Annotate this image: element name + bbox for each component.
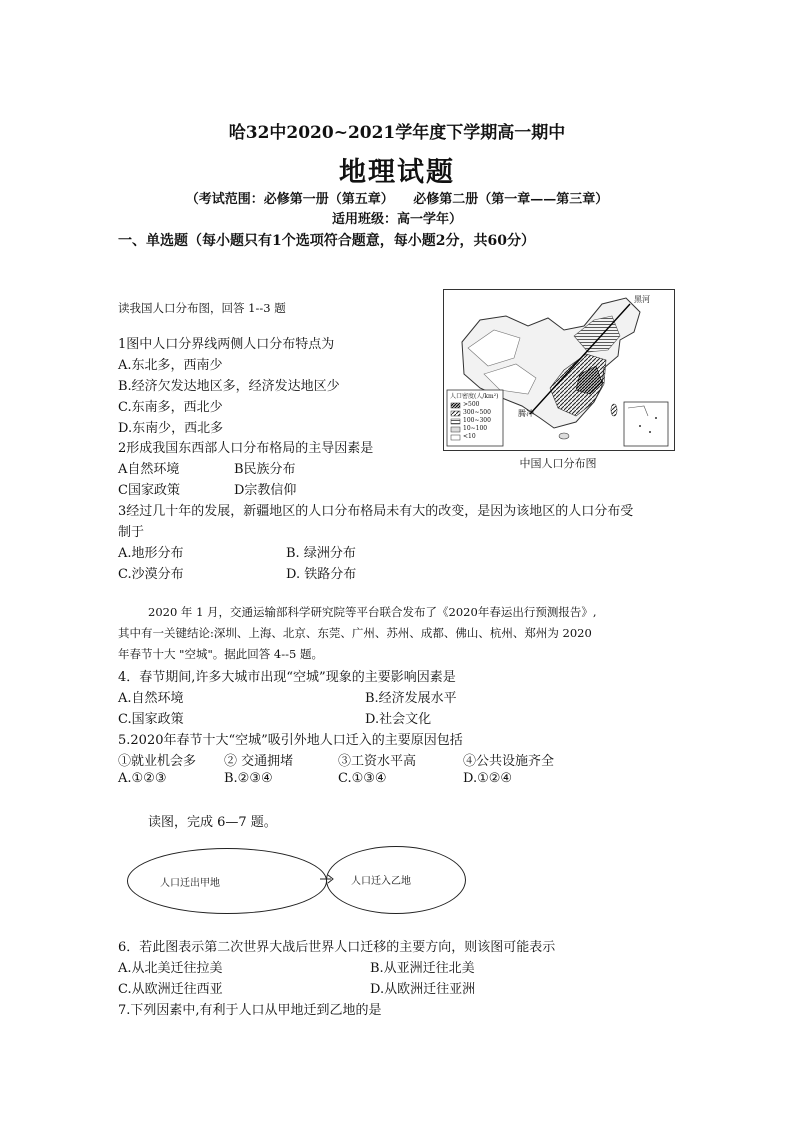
origin-label: 人口迁出甲地 — [160, 878, 220, 889]
map-legend-title: 人口密度(人/km²) — [450, 393, 499, 400]
q3-option-a: A.地形分布 — [118, 546, 184, 561]
q1-option-b: B.经济欠发达地区多，经济发达地区少 — [118, 379, 340, 394]
exam-subject-title: 地理试题 — [339, 157, 455, 188]
origin-ellipse — [127, 848, 327, 914]
q5-option-c: C.①③④ — [338, 771, 387, 786]
map-legend-item: 10~100 — [463, 425, 488, 432]
q1-option-c: C.东南多，西北少 — [118, 400, 223, 415]
exam-scope: （考试范围：必修第一册（第五章） 必修第二册（第一章——第三章） — [185, 192, 609, 207]
map-label-heihe: 黑河 — [634, 295, 650, 304]
exam-school-title: 哈32中2020~2021学年度下学期高一期中 — [228, 123, 566, 143]
map-legend-item: 300~500 — [463, 409, 491, 416]
q5-option-b: B.②③④ — [224, 771, 273, 786]
destination-ellipse — [326, 846, 466, 914]
q3-option-c: C.沙漠分布 — [118, 567, 184, 582]
q5-option-d: D.①②④ — [463, 771, 513, 786]
q4-option-b: B.经济发展水平 — [365, 691, 457, 706]
q2-option-d: D宗教信仰 — [234, 483, 297, 498]
q3-stem-line2: 制于 — [118, 525, 145, 540]
destination-label: 人口迁入乙地 — [351, 876, 411, 887]
section-heading: 一、单选题（每小题只有1个选项符合题意，每小题2分，共60分） — [118, 233, 535, 249]
q5-item-4: ④公共设施齐全 — [463, 754, 555, 769]
q4-option-a: A.自然环境 — [118, 691, 184, 706]
q2-option-a: A自然环境 — [118, 462, 180, 477]
china-population-map — [443, 289, 675, 451]
q5-stem: 5.2020年春节十大“空城”吸引外地人口迁入的主要原因包括 — [118, 733, 463, 748]
q2-option-b: B民族分布 — [234, 462, 296, 477]
map-legend-item: <10 — [463, 433, 476, 440]
q6-option-b: B.从亚洲迁往北美 — [370, 961, 475, 976]
q3-option-b: B. 绿洲分布 — [286, 546, 356, 561]
q1-option-a: A.东北多，西南少 — [118, 358, 223, 373]
q5-item-3: ③工资水平高 — [338, 754, 417, 769]
q6-option-d: D.从欧洲迁往亚洲 — [370, 982, 476, 997]
q2-stem: 2形成我国东西部人口分布格局的主导因素是 — [118, 441, 374, 456]
q5-option-a: A.①②③ — [118, 771, 167, 786]
q4-option-d: D.社会文化 — [365, 712, 432, 727]
q1-stem: 1图中人口分界线两侧人口分布特点为 — [118, 337, 335, 352]
q7-stem: 7.下列因素中,有利于人口从甲地迁到乙地的是 — [118, 1003, 382, 1018]
group2-intro-line2: 其中有一关键结论:深圳、上海、北京、东莞、广州、苏州、成都、佛山、杭州、郑州为 2020 — [118, 626, 592, 640]
q3-stem-line1: 3经过几十年的发展，新疆地区的人口分布格局未有大的改变，是因为该地区的人口分布受 — [118, 504, 634, 519]
q6-stem: 6．若此图表示第二次世界大战后世界人口迁移的主要方向，则该图可能表示 — [118, 940, 556, 955]
q2-option-c: C国家政策 — [118, 483, 180, 498]
map-caption: 中国人口分布图 — [519, 457, 597, 470]
group1-intro: 读我国人口分布图，回答 1--3 题 — [118, 301, 286, 315]
q6-option-c: C.从欧洲迁往西亚 — [118, 982, 223, 997]
group2-intro-line3: 年春节十大 "空城"。据此回答 4--5 题。 — [118, 647, 323, 661]
group3-intro: 读图，完成 6—7 题。 — [148, 815, 277, 830]
q4-option-c: C.国家政策 — [118, 712, 184, 727]
exam-grade: 适用班级：高一学年） — [331, 212, 462, 227]
q6-option-a: A.从北美迁往拉美 — [118, 961, 223, 976]
map-label-tengchong: 腾冲 — [518, 409, 534, 418]
group2-intro-line1: 2020 年 1 月，交通运输部科学研究院等平台联合发布了《2020年春运出行预测报告》, — [148, 605, 597, 619]
q4-stem: 4．春节期间,许多大城市出现“空城”现象的主要影响因素是 — [118, 670, 456, 685]
map-legend-item: 100~300 — [463, 417, 491, 424]
q3-option-d: D. 铁路分布 — [286, 567, 357, 582]
map-legend-item: >500 — [463, 401, 480, 408]
q1-option-d: D.东南少，西北多 — [118, 421, 224, 436]
q5-item-2: ② 交通拥堵 — [224, 754, 294, 769]
q5-item-1: ①就业机会多 — [118, 754, 197, 769]
